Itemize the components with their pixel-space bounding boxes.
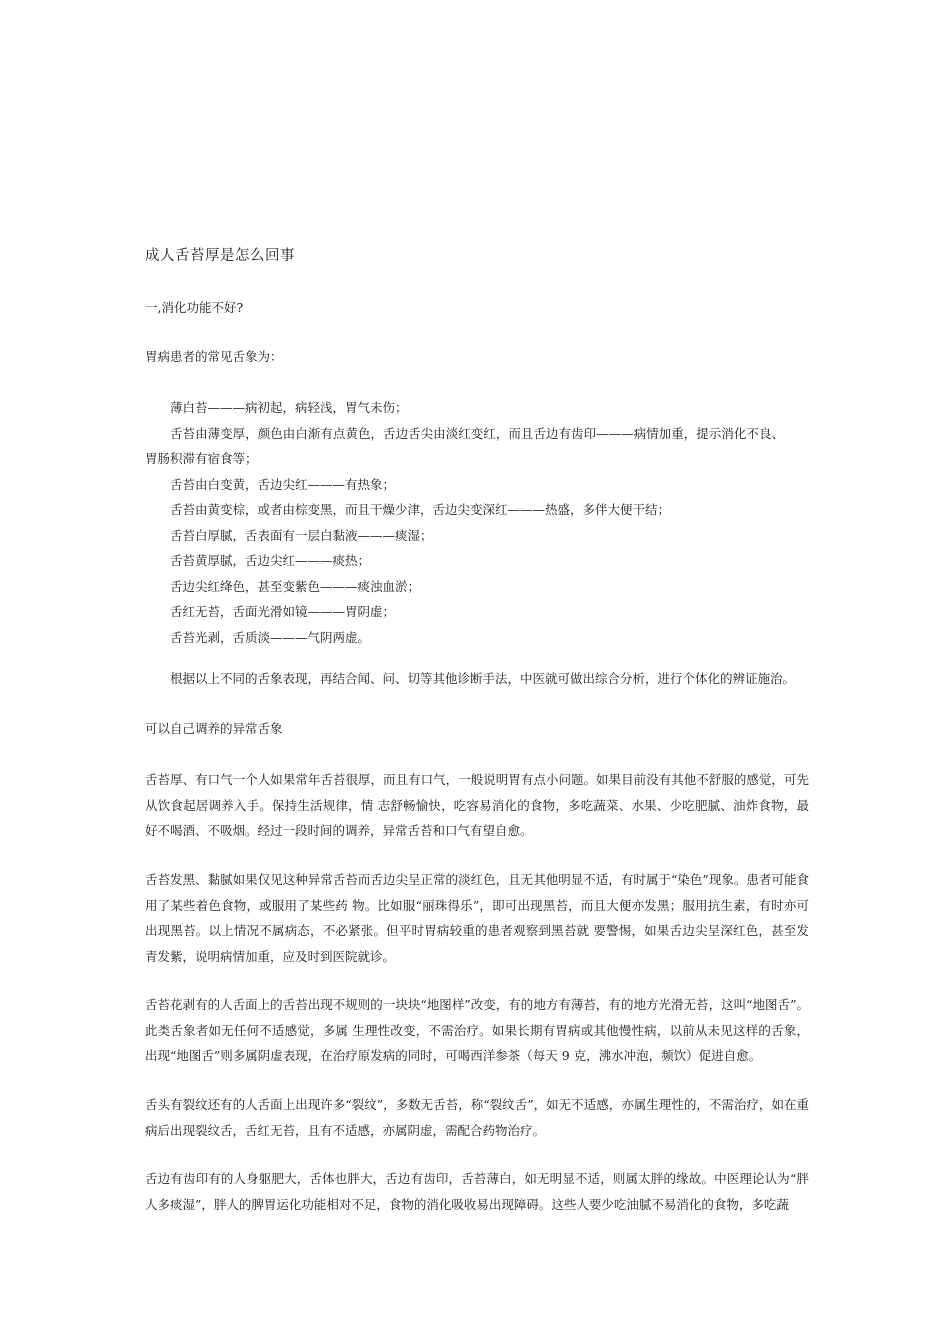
intro-line: 胃病患者的常见舌象为： [145, 349, 283, 364]
list-item: 舌苔由黄变棕，或者由棕变黑，而且干燥少津，舌边尖变深红———热盛，多伴大便干结； [170, 502, 671, 517]
section-heading-digestion: 一,消化功能不好? [145, 300, 244, 315]
paragraph-geographic-tongue: 舌苔花剥有的人舌面上的舌苔出现不规则的一块块“地图样”改变，有的地方有薄苔，有的地方光滑无苔，这叫“地图舌”。此类舌象者如无任何不适感觉，多属 生理性改变，不需治疗。如果长期有胃病或其他慢性病，以前从未见这样的舌象，出现“地图舌”则多属阴虚表现，在治疗原发病的同时，可喝西洋参茶（每天 9 克，沸水冲泡，频饮）促进自愈。 [145, 997, 809, 1063]
list-item: 舌苔由白变黄，舌边尖红———有热象； [170, 476, 396, 492]
tongue-sign-list [145, 395, 809, 650]
document-title: 成人舌苔厚是怎么回事 [145, 248, 295, 264]
list-item: 舌苔光剥，舌质淡———气阴两虚。 [170, 629, 371, 645]
paragraph-black-coating: 舌苔发黑、黏腻如果仅见这种异常舌苔而舌边尖呈正常的淡红色，且无其他明显不适，有时属于“染色”现象。患者可能食用了某些着色食物，或服用了某些药 物。比如服“丽珠得乐”，即可出现黑苔，而且大便亦发黑；服用抗生素，有时亦可出现黑苔。以上情况不属病态，不必紧张。但平时胃病较重的患者观察到黑苔就 要警惕，如果舌边尖呈深红色，甚至发青发紫，说明病情加重，应及时到医院就诊。 [145, 872, 809, 964]
summary-paragraph: 根据以上不同的舌象表现，再结合闻、问、切等其他诊断手法，中医就可做出综合分析，进行个体化的辨证施治。 [170, 671, 796, 686]
list-item: 舌苔白厚腻，舌表面有一层白黏液———痰湿； [170, 527, 433, 543]
section-heading-self-care: 可以自己调养的异常舌象 [145, 721, 283, 736]
list-item-text: 舌苔由薄变厚，颜色由白渐有点黄色，舌边舌尖由淡红变红，而且舌边有齿印———病情加重，提示消化不良、胃肠积滞有宿食等； [145, 425, 784, 466]
paragraph-thick-coating: 舌苔厚、有口气一个人如果常年舌苔很厚，而且有口气，一般说明胃有点小问题。如果目前没有其他不舒服的感觉，可先从饮食起居调养入手。保持生活规律，情 志舒畅愉快，吃容易消化的食物，多吃蔬菜、水果、少吃肥腻、油炸食物，最好不喝酒、不吸烟。经过一段时间的调养，异常舌苔和口气有望自愈。 [145, 772, 809, 838]
list-item: 舌边尖红绛色，甚至变紫色———痰浊血淤； [170, 578, 421, 594]
list-item: 舌红无苔，舌面光滑如镜———胃阴虚； [170, 604, 396, 619]
paragraph-fissured-tongue: 舌头有裂纹还有的人舌面上出现许多“裂纹”，多数无舌苔，称“裂纹舌”，如无不适感，亦属生理性的，不需治疗，如在重病后出现裂纹舌，舌红无苔，且有不适感，亦属阴虚，需配合药物治疗。 [145, 1097, 809, 1138]
paragraph-teeth-marks: 舌边有齿印有的人身躯肥大，舌体也胖大，舌边有齿印，舌苔薄白，如无明显不适，则属太胖的缘故。中医理论认为“胖人多痰湿”，胖人的脾胃运化功能相对不足，食物的消化吸收易出现障碍。这些人要少吃油腻不易消化的食物，多吃蔬 [145, 1171, 809, 1212]
list-item: 舌苔黄厚腻，舌边尖红———痰热； [170, 553, 371, 568]
list-item [145, 421, 784, 472]
list-item: 薄白苔———病初起，病轻浅，胃气未伤； [170, 400, 408, 415]
